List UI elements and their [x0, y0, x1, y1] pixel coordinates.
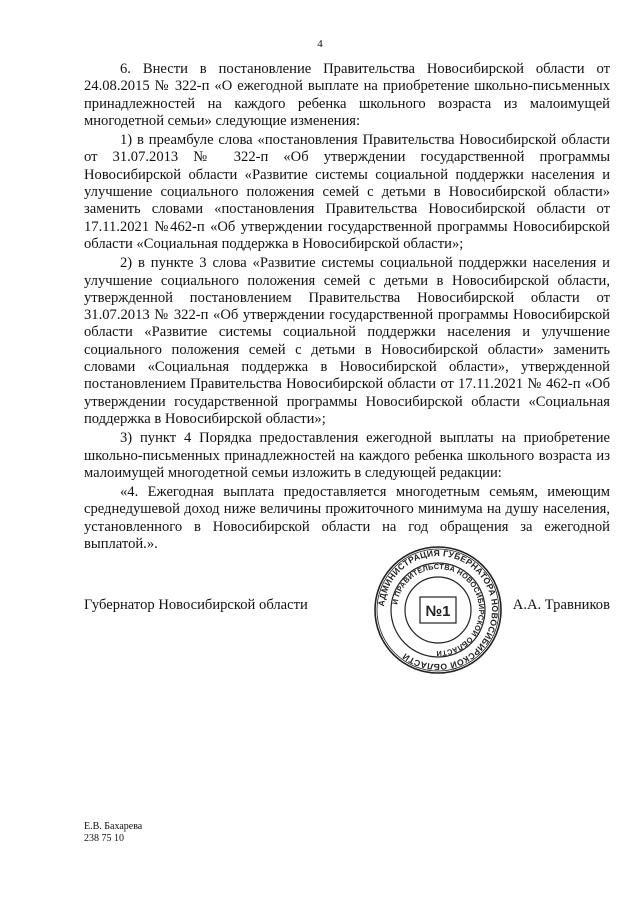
signatory-title: Губернатор Новосибирской области [84, 597, 308, 613]
paragraph-subitem-2: 2) в пункте 3 слова «Развитие системы социальной поддержки населения и улучшение социального положения семей с детьми в Новосибирской области, утвержденной постановлением Правительства Новосибирской области от 31.07.2013 № 322-п «Об утверждении государственной программы Новосибирской области «Развитие системы социальной поддержки населения и улучшение социального положения семей с детьми в Новосибирской области» заменить словами «Социальная поддержка в Новосибирской области», утвержденной постановлением Правительства Новосибирской области от 17.11.2021 № 462-п «Об утверждении государственной программы Новосибирской области «Социальная поддержка в Новосибирской области»; [84, 255, 610, 427]
executor-info [84, 821, 142, 845]
executor-name: Е.В. Бахарева [84, 821, 143, 832]
document-body [84, 61, 610, 555]
page-number: 4 [317, 38, 323, 50]
seal-number: №1 [425, 603, 451, 620]
paragraph-quoted-item-4: «4. Ежегодная выплата предоставляется многодетным семьям, имеющим среднедушевой доход ниже величины прожиточного минимума на душу населения, установленного в Новосибирской области на год обращения за ежегодной выплатой.». [84, 484, 610, 553]
signature-block [84, 597, 610, 617]
signatory-name: А.А. Травников [512, 597, 610, 613]
executor-phone: 238 75 10 [84, 833, 124, 844]
paragraph-subitem-3: 3) пункт 4 Порядка предоставления ежегодной выплаты на приобретение школьно-письменных принадлежностей на каждого ребенка школьного возраста из малоимущей многодетной семьи изложить в следующей редакции: [84, 430, 610, 481]
seal-outer-text: АДМИНИСТРАЦИЯ ГУБЕРНАТОРА НОВОСИБИРСКОЙ ОБЛАСТИ [376, 547, 501, 673]
seal-inner-text: И ПРАВИТЕЛЬСТВА НОВОСИБИРСКОЙ ОБЛАСТИ [390, 561, 487, 659]
paragraph-subitem-1: 1) в преамбуле слова «постановления Правительства Новосибирской области от 31.07.2013 № 322-п «Об утверждении государственной программы Новосибирской области «Развитие системы социальной поддержки населения и улучшение социального положения семей с детьми в Новосибирской области» заменить словами «постановления Правительства Новосибирской области от 17.11.2021 №462-п «Об утверждении государственной программы Новосибирской области «Социальная поддержка в Новосибирской области»; [84, 132, 610, 252]
paragraph-item-6: 6. Внести в постановление Правительства Новосибирской области от 24.08.2015 № 322-п «О ежегодной выплате на приобретение школьно-письменных принадлежностей на каждого ребенка школьного возраста из малоимущей многодетной семьи» следующие изменения: [84, 61, 610, 129]
